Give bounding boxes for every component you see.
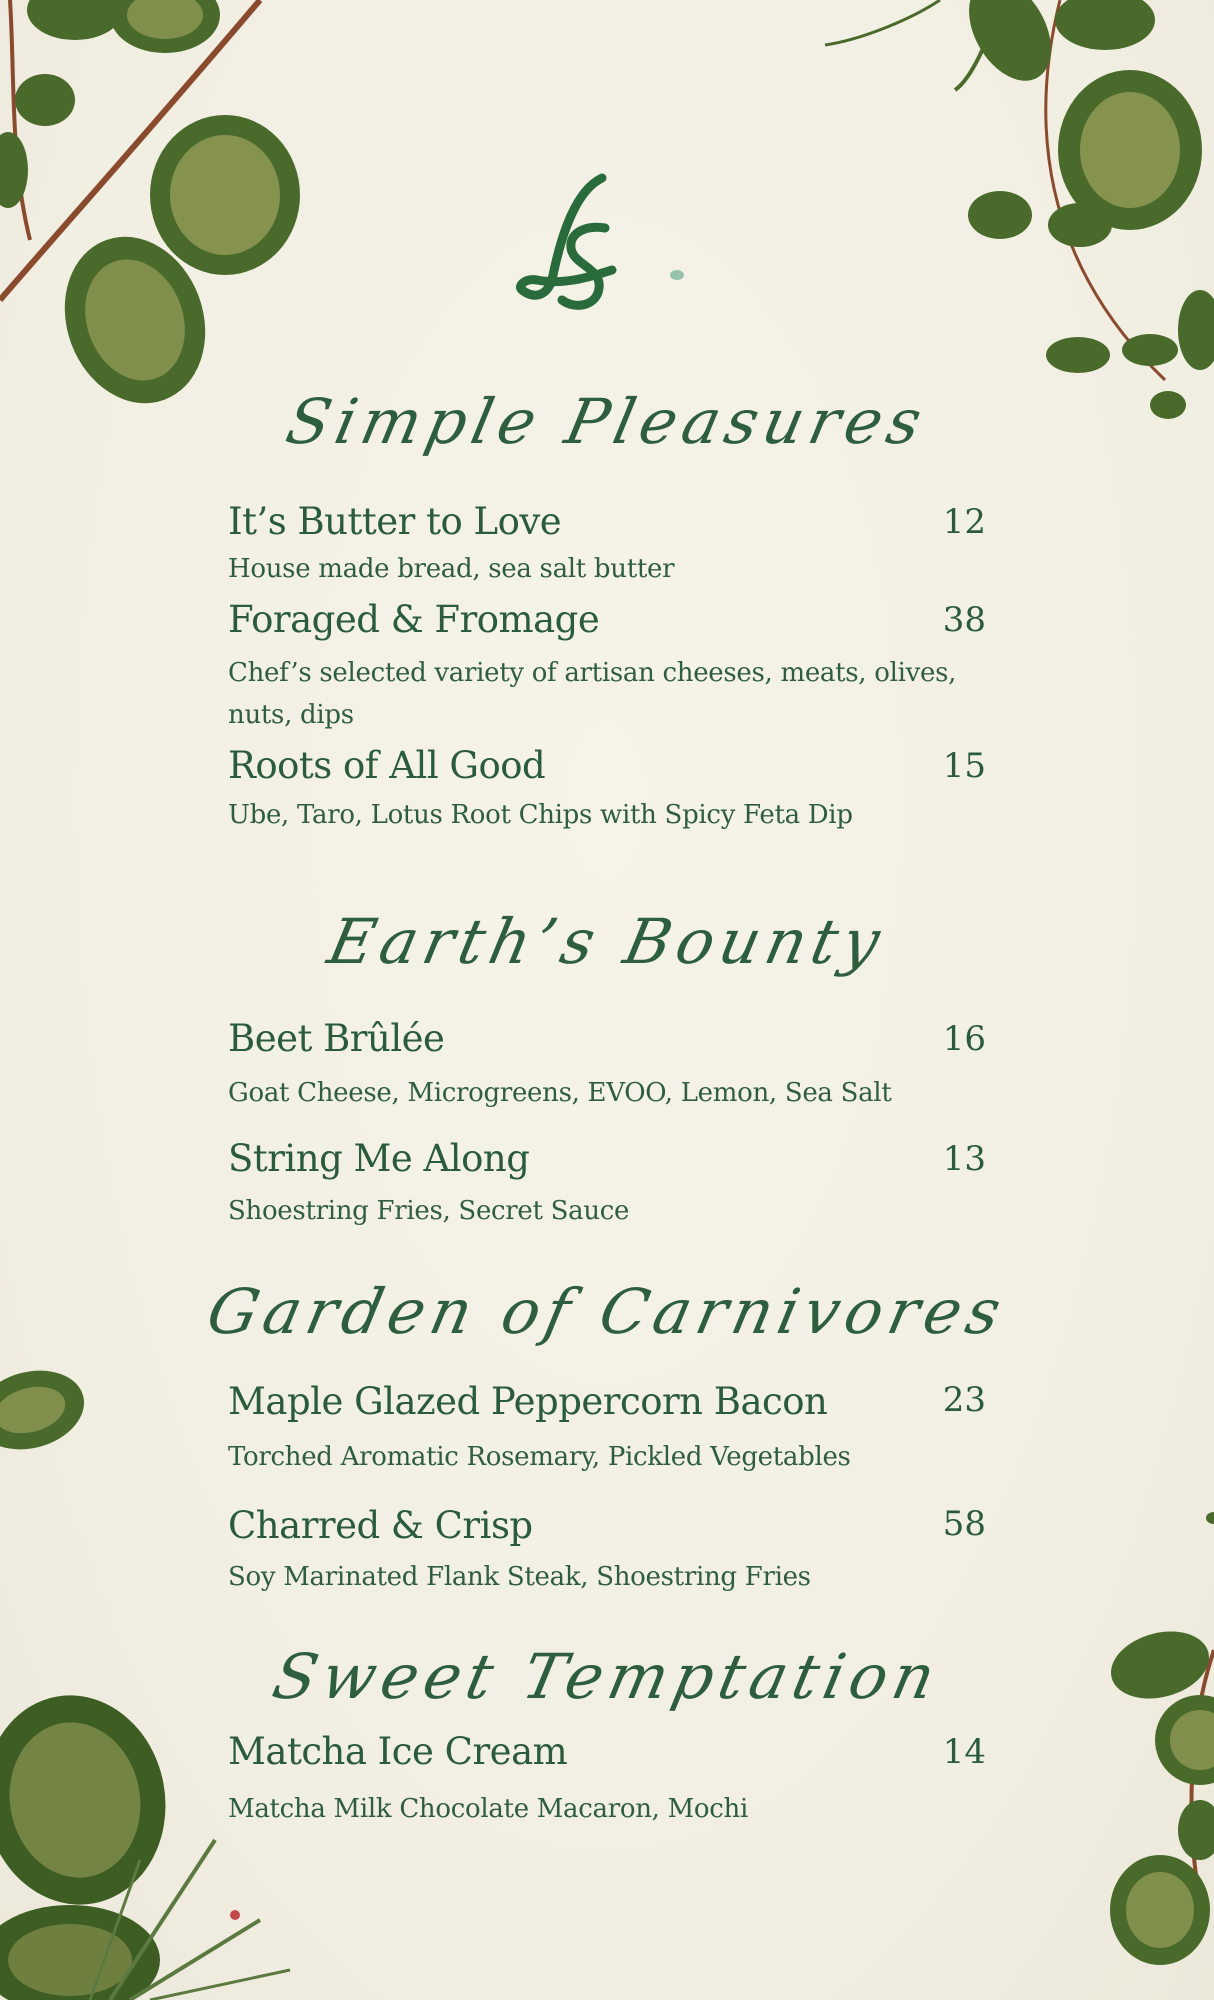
bottom-left-plant-icon xyxy=(0,1681,290,2000)
item-description: Shoestring Fries, Secret Sauce xyxy=(228,1196,630,1226)
section-title-sweet-temptation: Sweet Temptation xyxy=(266,1640,948,1713)
item-price: 38 xyxy=(942,600,986,640)
item-price: 13 xyxy=(942,1139,986,1179)
item-name: String Me Along xyxy=(228,1137,530,1180)
item-description: Matcha Milk Chocolate Macaron, Mochi xyxy=(228,1794,748,1824)
item-price: 14 xyxy=(942,1732,986,1772)
item-name: Matcha Ice Cream xyxy=(228,1730,568,1773)
item-price: 23 xyxy=(942,1380,986,1420)
left-mid-leaf-icon xyxy=(0,1359,93,1461)
decorative-speck xyxy=(670,270,684,280)
item-description: Chef’s selected variety of artisan cheeses, meats, olives, nuts, dips xyxy=(228,658,957,730)
item-name: Foraged & Fromage xyxy=(228,598,600,641)
section-title-simple-pleasures: Simple Pleasures xyxy=(280,385,934,458)
item-price: 58 xyxy=(942,1504,986,1544)
item-price: 12 xyxy=(942,502,986,542)
item-name: Roots of All Good xyxy=(228,744,546,787)
item-name: Maple Glazed Peppercorn Bacon xyxy=(228,1380,828,1423)
item-name: Beet Brûlée xyxy=(228,1017,445,1060)
right-mid-leaf-icon xyxy=(1206,1512,1214,1524)
ls-monogram-logo xyxy=(507,170,627,320)
item-description: Torched Aromatic Rosemary, Pickled Vegetables xyxy=(228,1442,851,1472)
item-name: It’s Butter to Love xyxy=(228,500,562,543)
top-right-branch-icon xyxy=(825,0,1214,419)
item-name: Charred & Crisp xyxy=(228,1504,533,1547)
item-description: Soy Marinated Flank Steak, Shoestring Fries xyxy=(228,1562,811,1592)
top-left-branch-icon xyxy=(0,0,300,423)
item-description: Goat Cheese, Microgreens, EVOO, Lemon, Sea Salt xyxy=(228,1078,892,1108)
item-description: Ube, Taro, Lotus Root Chips with Spicy Feta Dip xyxy=(228,800,853,830)
item-description: House made bread, sea salt butter xyxy=(228,554,675,584)
section-title-garden-of-carnivores: Garden of Carnivores xyxy=(201,1275,1013,1348)
section-title-earths-bounty: Earth’s Bounty xyxy=(321,905,893,978)
item-price: 16 xyxy=(942,1019,986,1059)
item-price: 15 xyxy=(942,746,986,786)
